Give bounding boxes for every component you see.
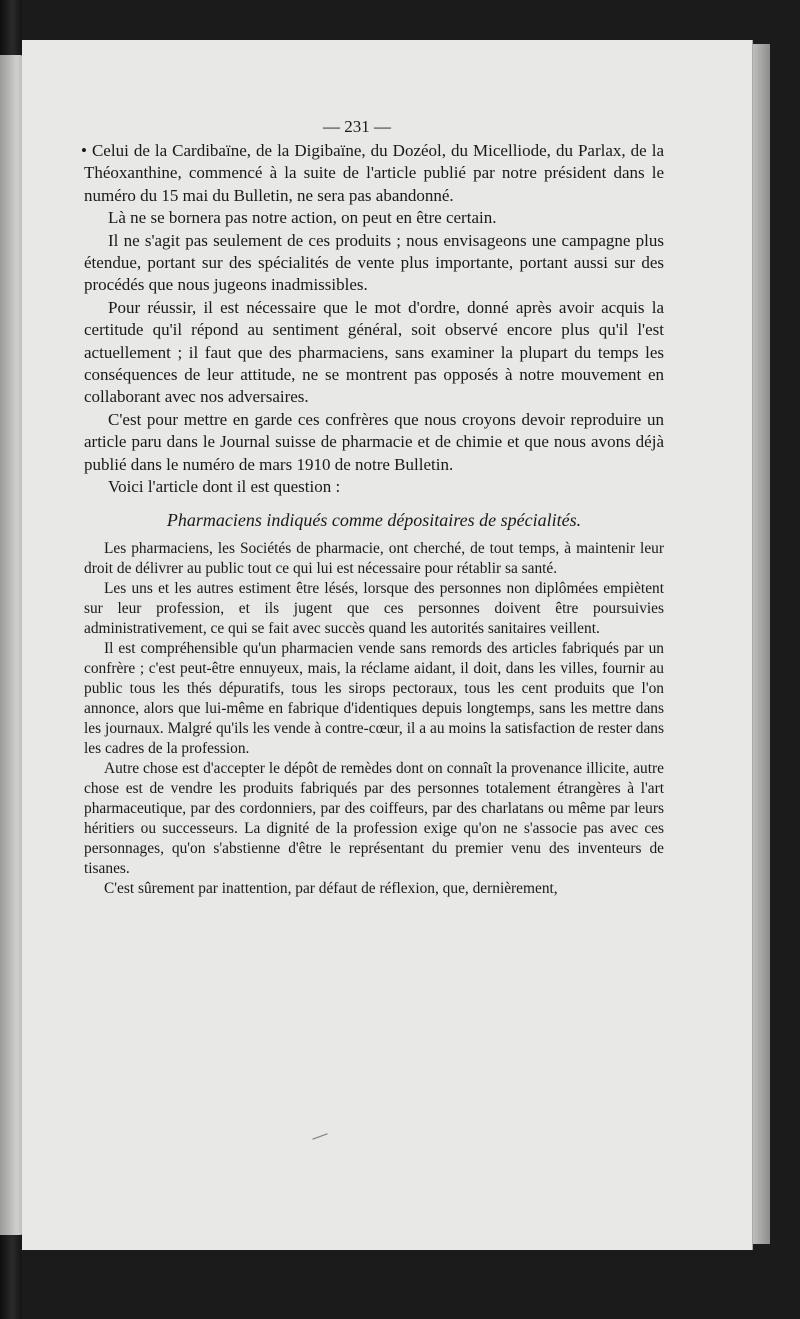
article-title: Pharmaciens indiqués comme dépositaires de spécialités.: [166, 509, 582, 530]
paragraph-6: Voici l'article dont il est question :: [108, 477, 341, 497]
article-paragraph-2: Les uns et les autres estiment être lésés, lorsque des personnes non diplômées empiètent sur leur profession, et ils jugent que ces personnes doivent être poursuivies administrativement, ce qui se fait avec succès quand les autorités sanitaires veillent.: [84, 579, 664, 637]
previous-page-edge: [0, 55, 24, 1235]
article-paragraph-5: C'est sûrement par inattention, par défaut de réflexion, que, dernièrement,: [104, 879, 558, 897]
paragraph-2: Là ne se bornera pas notre action, on peut en être certain.: [108, 208, 497, 228]
book-page: [22, 40, 752, 1250]
article-paragraph-3: Il est compréhensible qu'un pharmacien vende sans remords des articles fabriqués par un confrère ; c'est peut-être ennuyeux, mais, la réclame aidant, il doit, dans les villes, fournir au public tous les thés dépuratifs, tous les sirops pectoraux, tous les cent produits que l'on annonce, alors que lui-même en fabrique d'identiques depuis longtemps, sans les mettre dans les journaux. Malgré qu'ils les vende à contre-cœur, il a au moins la satisfaction de rester dans les cadres de la profession.: [84, 639, 664, 757]
pencil-mark: [312, 1133, 327, 1139]
page-body: [81, 118, 664, 899]
paragraph-4: Pour réussir, il est nécessaire que le mot d'ordre, donné après avoir acquis la certitude qu'il répond au sentiment général, soit observé encore plus qu'il l'est actuellement ; il faut que des pharmaciens, sans examiner la plupart du temps les conséquences de leur attitude, ne se montrent pas opposés à notre mouvement en collaborant avec nos adversaires.: [84, 297, 664, 407]
paragraph-3: Il ne s'agit pas seulement de ces produits ; nous envisageons une campagne plus étendue, portant sur des spécialités de vente plus importante, portant aussi sur des procédés que nous jugeons inadmissibles.: [84, 230, 664, 295]
page-number: — 231 —: [323, 117, 391, 136]
paragraph-1: • Celui de la Cardibaïne, de la Digibaïne, du Dozéol, du Micelliode, du Parlax, de la Théoxanthine, commencé à la suite de l'article publié par notre président dans le numéro du 15 mai du Bulletin, ne sera pas abandonné.: [81, 141, 664, 205]
quoted-article: [84, 539, 664, 899]
paragraph-5: C'est pour mettre en garde ces confrères que nous croyons devoir reproduire un article paru dans le Journal suisse de pharmacie et de chimie et que nous avons déjà publié dans le numéro de mars 1910 de notre Bulletin.: [84, 409, 664, 474]
article-paragraph-1: Les pharmaciens, les Sociétés de pharmacie, ont cherché, de tout temps, à maintenir leur droit de délivrer au public tout ce qui lui est nécessaire pour rétablir sa santé.: [84, 539, 664, 577]
article-paragraph-4: Autre chose est d'accepter le dépôt de remèdes dont on connaît la provenance illicite, autre chose est de vendre les produits fabriqués par des personnes totalement étrangères à l'art pharmaceutique, par des cordonniers, par des coiffeurs, par des charlatans ou même par leurs héritiers ou successeurs. La dignité de la profession exige qu'on ne s'associe pas avec ces personnages, qu'on s'abstienne d'être le représentant du premier venu des inventeurs de tisanes.: [84, 759, 664, 877]
